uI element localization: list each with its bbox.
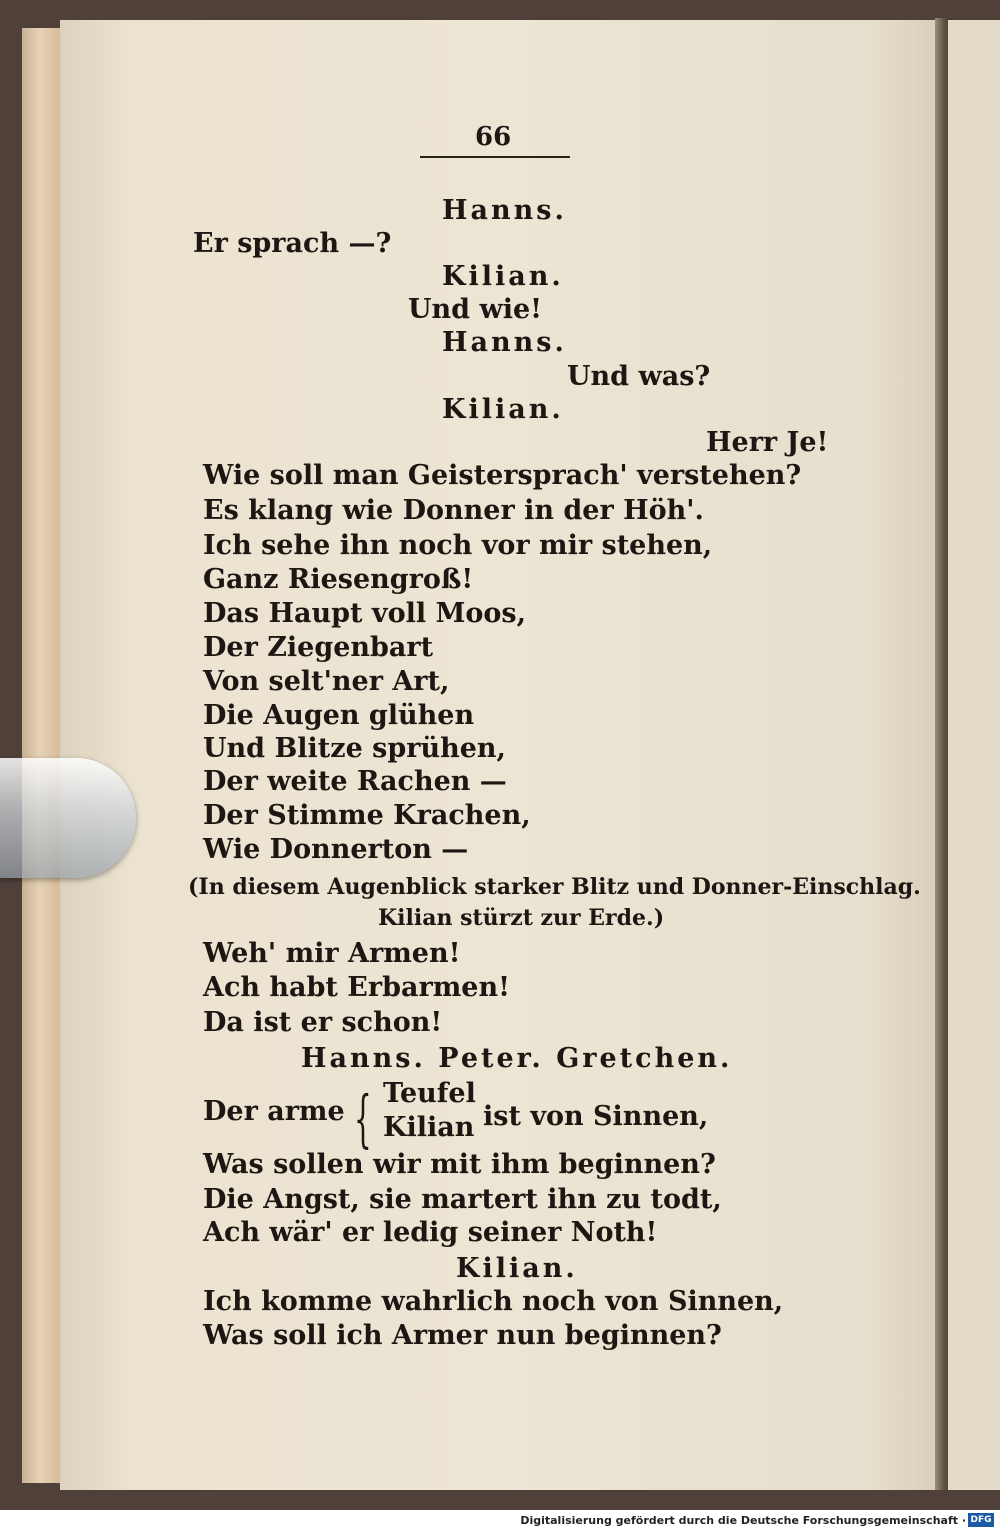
verse-line: Der arme	[203, 1096, 345, 1127]
verse-line: Was soll ich Armer nun beginnen?	[203, 1320, 722, 1351]
verse-line: Und wie!	[408, 294, 542, 325]
variant-word: Teufel	[383, 1078, 476, 1109]
header-rule	[420, 156, 570, 158]
verse-line: Der Ziegenbart	[203, 632, 434, 663]
speaker-hanns: Hanns.	[442, 195, 567, 226]
verse-line: Da ist er schon!	[203, 1007, 443, 1038]
verse-line: Ich komme wahrlich noch von Sinnen,	[203, 1286, 784, 1317]
speaker-kilian: Kilian.	[442, 261, 564, 292]
funding-notice: Digitalisierung gefördert durch die Deutsche Forschungsgemeinschaft ·	[520, 1514, 966, 1527]
page-clip	[0, 758, 136, 878]
verse-line: Was sollen wir mit ihm beginnen?	[203, 1149, 716, 1180]
verse-line: Er sprach —?	[193, 228, 392, 259]
speaker-hanns: Hanns.	[442, 327, 567, 358]
stage-direction: Kilian stürzt zur Erde.)	[378, 905, 665, 931]
variant-word: Kilian	[383, 1112, 475, 1143]
facing-page	[948, 20, 1000, 1490]
verse-line: Ich sehe ihn noch vor mir stehen,	[203, 530, 713, 561]
verse-line: Ach wär' er ledig seiner Noth!	[203, 1217, 658, 1248]
verse-line: Der Stimme Krachen,	[203, 800, 531, 831]
verse-line: Die Augen glühen	[203, 700, 475, 731]
verse-line: Wie soll man Geistersprach' verstehen?	[203, 460, 802, 491]
page-number: 66	[475, 122, 512, 152]
verse-line: Der weite Rachen —	[203, 766, 507, 797]
speaker-kilian: Kilian.	[456, 1253, 578, 1284]
verse-line: Ganz Riesengroß!	[203, 564, 474, 595]
verse-line: ist von Sinnen,	[483, 1101, 709, 1132]
verse-line: Herr Je!	[706, 427, 829, 458]
verse-line: Wie Donnerton —	[203, 834, 469, 865]
verse-line: Von selt'ner Art,	[203, 666, 450, 697]
dfg-logo: DFG	[968, 1513, 994, 1527]
verse-line: Ach habt Erbarmen!	[203, 972, 510, 1003]
verse-line: Es klang wie Donner in der Höh'.	[203, 495, 704, 526]
stage-direction: (In diesem Augenblick starker Blitz und Donner-Einschlag.	[188, 874, 921, 900]
verse-line: Und was?	[567, 361, 711, 392]
verse-line: Die Angst, sie martert ihn zu todt,	[203, 1184, 722, 1215]
verse-line: Und Blitze sprühen,	[203, 733, 506, 764]
verse-line: Das Haupt voll Moos,	[203, 598, 527, 629]
brace-glyph: {	[354, 1082, 372, 1155]
speaker-kilian: Kilian.	[442, 394, 564, 425]
speakers-group: Hanns. Peter. Gretchen.	[301, 1043, 733, 1074]
verse-line: Weh' mir Armen!	[203, 938, 461, 969]
